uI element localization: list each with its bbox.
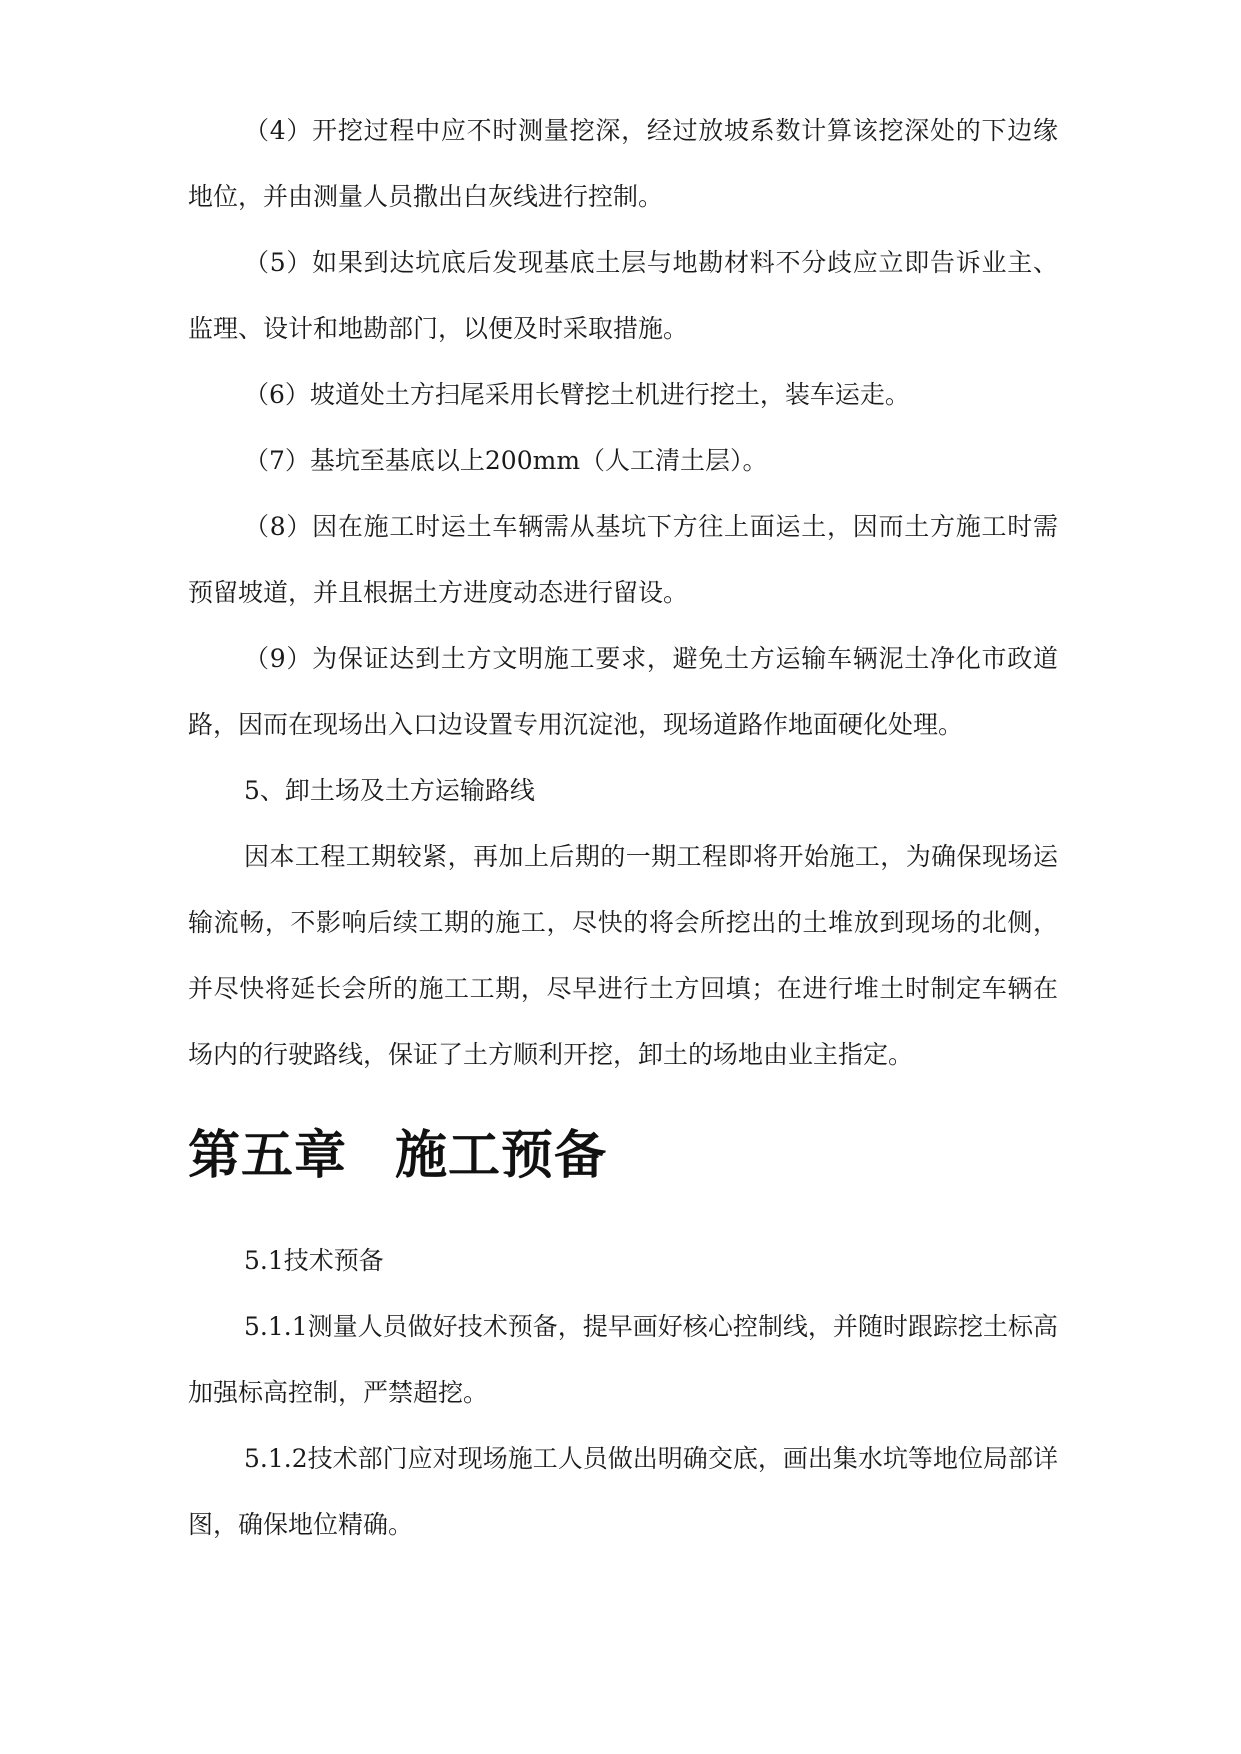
paragraph-5-1-2: 5.1.2技术部门应对现场施工人员做出明确交底，画出集水坑等地位局部详图，确保地位精确。: [188, 1444, 1058, 1539]
paragraph-step-8: （8）因在施工时运土车辆需从基坑下方往上面运土，因而土方施工时需预留坡道，并且根据土方进度动态进行留设。: [188, 512, 1058, 607]
section-heading-technical: 5.1技术预备: [244, 1246, 384, 1275]
paragraph-unloading-route: 因本工程工期较紧，再加上后期的一期工程即将开始施工，为确保现场运输流畅，不影响后续工期的施工，尽快的将会所挖出的土堆放到现场的北侧，并尽快将延长会所的施工工期，尽早进行土方回填；在进行堆土时制定车辆在场内的行驶路线，保证了土方顺利开挖，卸土的场地由业主指定。: [188, 842, 1058, 1069]
section-heading-unloading: 5、卸土场及土方运输路线: [244, 776, 535, 805]
paragraph-step-9: （9）为保证达到土方文明施工要求，避免土方运输车辆泥土净化市政道路，因而在现场出入口边设置专用沉淀池，现场道路作地面硬化处理。: [188, 644, 1058, 739]
paragraph-step-6: （6）坡道处土方扫尾采用长臂挖土机进行挖土，装车运走。: [244, 380, 910, 409]
paragraph-5-1-1: 5.1.1测量人员做好技术预备，提早画好核心控制线，并随时跟踪挖土标高加强标高控制，严禁超挖。: [188, 1312, 1058, 1407]
chapter-heading: [188, 1116, 1058, 1196]
paragraph-step-5: （5）如果到达坑底后发现基底土层与地勘材料不分歧应立即告诉业主、监理、设计和地勘部门，以便及时采取措施。: [188, 248, 1058, 343]
paragraph-step-7: （7）基坑至基底以上200mm（人工清土层）。: [244, 446, 768, 475]
chapter-number: 第五章: [188, 1126, 348, 1186]
document-body: [188, 98, 1058, 1558]
paragraph-step-4: （4）开挖过程中应不时测量挖深，经过放坡系数计算该挖深处的下边缘地位，并由测量人员撒出白灰线进行控制。: [188, 116, 1058, 211]
chapter-title: 施工预备: [395, 1126, 608, 1186]
